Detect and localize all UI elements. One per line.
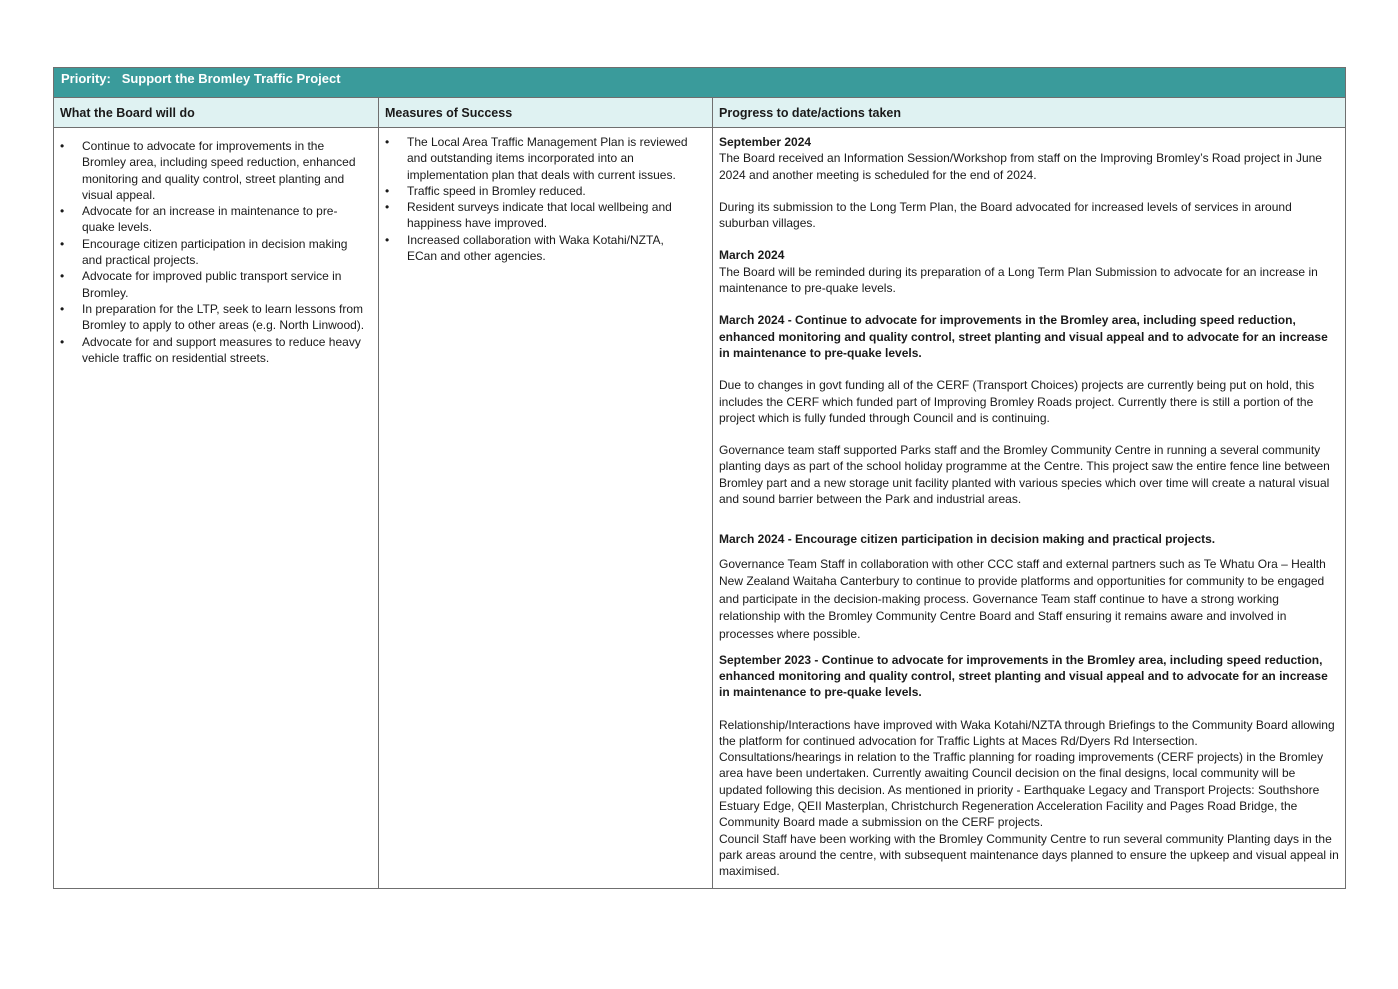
mar2024-section — [719, 247, 1339, 296]
sep2023-paragraph-1: Relationship/Interactions have improved with Waka Kotahi/NZTA through Briefings to the Community Board allowing the platform for continued advocation for Traffic Lights at Maces Rd/Dyers Rd Intersection. — [719, 717, 1335, 748]
sep2024-paragraph-1: The Board received an Information Session/Workshop from staff on the Improving Bromley’s Road project in June 2024 and another meeting is scheduled for the end of 2024. — [719, 151, 1322, 182]
list-item: • Traffic speed in Bromley reduced. — [407, 183, 696, 199]
mar2024-advocate-heading: March 2024 - Continue to advocate for improvements in the Bromley area, including speed reduction, enhanced monitoring and quality control, street planting and visual appeal and to advocate for an increase in maintenance to pre-quake levels. — [719, 313, 1328, 360]
sep2024-heading: September 2024 — [719, 135, 812, 149]
list-item: • Encourage citizen participation in decision making and practical projects. — [82, 236, 370, 269]
sep2023-heading: September 2023 - Continue to advocate for improvements in the Bromley area, including speed reduction, enhanced monitoring and quality control, street planting and visual appeal and to advocate for an increase in maintenance to pre-quake levels. — [719, 652, 1328, 700]
content-row — [54, 128, 1345, 888]
mar2024-citizen-heading: March 2024 - Encourage citizen participation in decision making and practical projects. — [719, 532, 1216, 547]
column-header-progress: Progress to date/actions taken — [719, 106, 902, 120]
priority-table — [53, 67, 1346, 889]
mar2024-paragraph-1: The Board will be reminded during its preparation of a Long Term Plan Submission to advocate for an increase in maintenance to pre-quake levels. — [719, 264, 1318, 296]
column-header-what: What the Board will do — [54, 98, 379, 127]
mar2024-paragraph-4: Governance Team Staff in collaboration with other CCC staff and external partners such as Te Whatu Ora – Health New Zealand Waitaha Canterbury to continue to provide platforms and opportunities for community to be engaged and participate in the decision-making process. Governance Team staff continue to have a strong working relationship with the Bromley Community Centre Board and Staff ensuring it remains aware and involved in processes where possible. — [719, 556, 1326, 642]
list-item: • Resident surveys indicate that local wellbeing and happiness have improved. — [407, 199, 696, 232]
sep2024-section — [719, 134, 1339, 183]
sep2023-paragraph-2: Consultations/hearings in relation to the Traffic planning for roading improvements (CERF projects) in the Bromley area have been undertaken. Currently awaiting Council decision on the final designs, local community will be updated following this decision. As mentioned in priority - Earthquake Legacy and Transport Projects: Southshore Estuary Edge, QEII Masterplan, Christchurch Regeneration Acceleration Facility and Pages Road Bridge, the Community Board made a submission on the CERF projects. — [719, 750, 1324, 830]
sep2023-paragraph-3: Council Staff have been working with the Bromley Community Centre to run several community Planting days in the park areas around the centre, with subsequent maintenance days planned to ensure the upkeep and visual appeal in maximised. — [719, 831, 1339, 879]
mar2024-paragraph-3: Governance team staff supported Parks staff and the Bromley Community Centre in running a several community planting days as part of the school holiday programme at the Centre. This project saw the entire fence line between Bromley part and a new storage unit facility planted with various species which over time will create a natural visual and sound barrier between the Park and industrial areas. — [719, 443, 1330, 507]
column-header-measures: Measures of Success — [379, 98, 713, 127]
sep2024-paragraph-2: During its submission to the Long Term Plan, the Board advocated for increased levels of services in around suburban villages. — [719, 199, 1292, 231]
priority-header — [54, 68, 1345, 98]
list-item: • Increased collaboration with Waka Kotahi/NZTA, ECan and other agencies. — [407, 232, 696, 265]
priority-title: Support the Bromley Traffic Project — [121, 71, 341, 86]
mar2024-paragraph-2: Due to changes in govt funding all of the CERF (Transport Choices) projects are currently being put on hold, this includes the CERF which funded part of Improving Bromley Roads project. Currently there is still a portion of the project which is fully funded through Council and is continuing. — [719, 378, 1315, 425]
list-item: • Continue to advocate for improvements in the Bromley area, including speed reduction, enhanced monitoring and quality control, street planting and visual appeal. — [82, 138, 370, 203]
measures-cell — [379, 128, 713, 888]
progress-cell — [713, 128, 1345, 888]
list-item: • In preparation for the LTP, seek to learn lessons from Bromley to apply to other areas (e.g. North Linwood). — [82, 301, 370, 334]
list-item: • The Local Area Traffic Management Plan is reviewed and outstanding items incorporated into an implementation plan that deals with current issues. — [407, 134, 696, 183]
what-list — [54, 134, 378, 366]
list-item: • Advocate for and support measures to reduce heavy vehicle traffic on residential streets. — [82, 334, 370, 367]
list-item: • Advocate for an increase in maintenance to pre-quake levels. — [82, 203, 370, 236]
column-header-row — [54, 98, 1345, 128]
sep2023-paragraphs — [719, 717, 1339, 880]
priority-label: Priority: — [61, 71, 111, 86]
what-cell — [54, 128, 379, 888]
list-item: • Advocate for improved public transport service in Bromley. — [82, 268, 370, 301]
measures-list — [379, 134, 712, 264]
mar2024-heading: March 2024 — [719, 248, 785, 263]
